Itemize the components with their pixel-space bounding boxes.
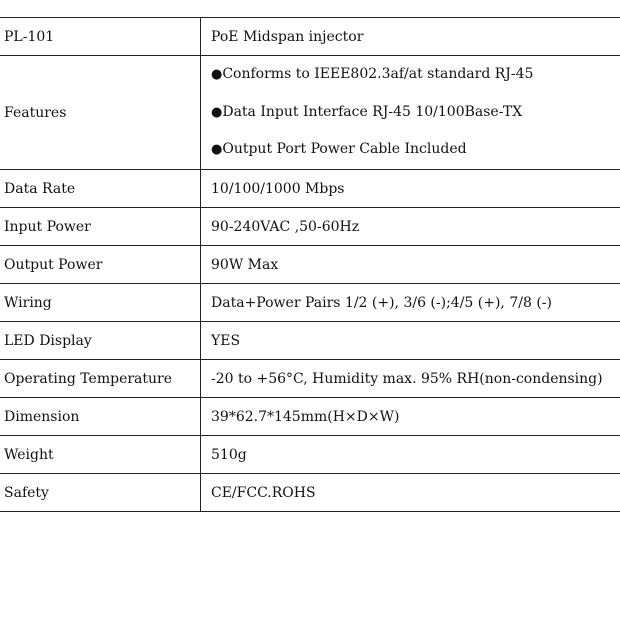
spec-label: Wiring bbox=[0, 284, 201, 322]
spec-label: Input Power bbox=[0, 208, 201, 246]
spec-row-model bbox=[0, 18, 620, 56]
features-list bbox=[201, 56, 620, 170]
spec-label: Safety bbox=[0, 474, 201, 512]
spec-value: 90W Max bbox=[201, 246, 620, 284]
spec-table bbox=[0, 17, 620, 512]
feature-text: Data Input Interface RJ-45 10/100Base-TX bbox=[222, 103, 523, 120]
spec-value: PoE Midspan injector bbox=[201, 18, 620, 56]
spec-value: CE/FCC.ROHS bbox=[201, 474, 620, 512]
bullet-icon: ● bbox=[211, 142, 223, 158]
spec-row-output-power bbox=[0, 246, 620, 284]
spec-row-features bbox=[0, 56, 620, 170]
spec-row-dimension bbox=[0, 398, 620, 436]
feature-text: Output Port Power Cable Included bbox=[222, 141, 467, 158]
spec-label: PL-101 bbox=[0, 18, 201, 56]
spec-value: 39*62.7*145mm(H×D×W) bbox=[201, 398, 620, 436]
bullet-icon: ● bbox=[211, 104, 223, 120]
spec-row-operating-temperature bbox=[0, 360, 620, 398]
spec-label: Features bbox=[0, 56, 201, 170]
spec-value: YES bbox=[201, 322, 620, 360]
spec-label: Weight bbox=[0, 436, 201, 474]
spec-row-wiring bbox=[0, 284, 620, 322]
spec-value: 510g bbox=[201, 436, 620, 474]
spec-value: -20 to +56°C, Humidity max. 95% RH(non-condensing) bbox=[201, 360, 620, 398]
spec-label: LED Display bbox=[0, 322, 201, 360]
spec-value: Data+Power Pairs 1/2 (+), 3/6 (-);4/5 (+), 7/8 (-) bbox=[201, 284, 620, 322]
spec-label: Operating Temperature bbox=[0, 360, 201, 398]
spec-row-data-rate bbox=[0, 170, 620, 208]
feature-item bbox=[211, 94, 620, 132]
spec-row-led-display bbox=[0, 322, 620, 360]
spec-row-safety bbox=[0, 474, 620, 512]
feature-item bbox=[211, 56, 620, 94]
spec-label: Output Power bbox=[0, 246, 201, 284]
spec-row-input-power bbox=[0, 208, 620, 246]
feature-text: Conforms to IEEE802.3af/at standard RJ-45 bbox=[222, 66, 534, 83]
bullet-icon: ● bbox=[211, 67, 223, 83]
spec-value: 10/100/1000 Mbps bbox=[201, 170, 620, 208]
spec-row-weight bbox=[0, 436, 620, 474]
feature-item bbox=[211, 131, 620, 169]
spec-label: Dimension bbox=[0, 398, 201, 436]
spec-value: 90-240VAC ,50-60Hz bbox=[201, 208, 620, 246]
spec-label: Data Rate bbox=[0, 170, 201, 208]
